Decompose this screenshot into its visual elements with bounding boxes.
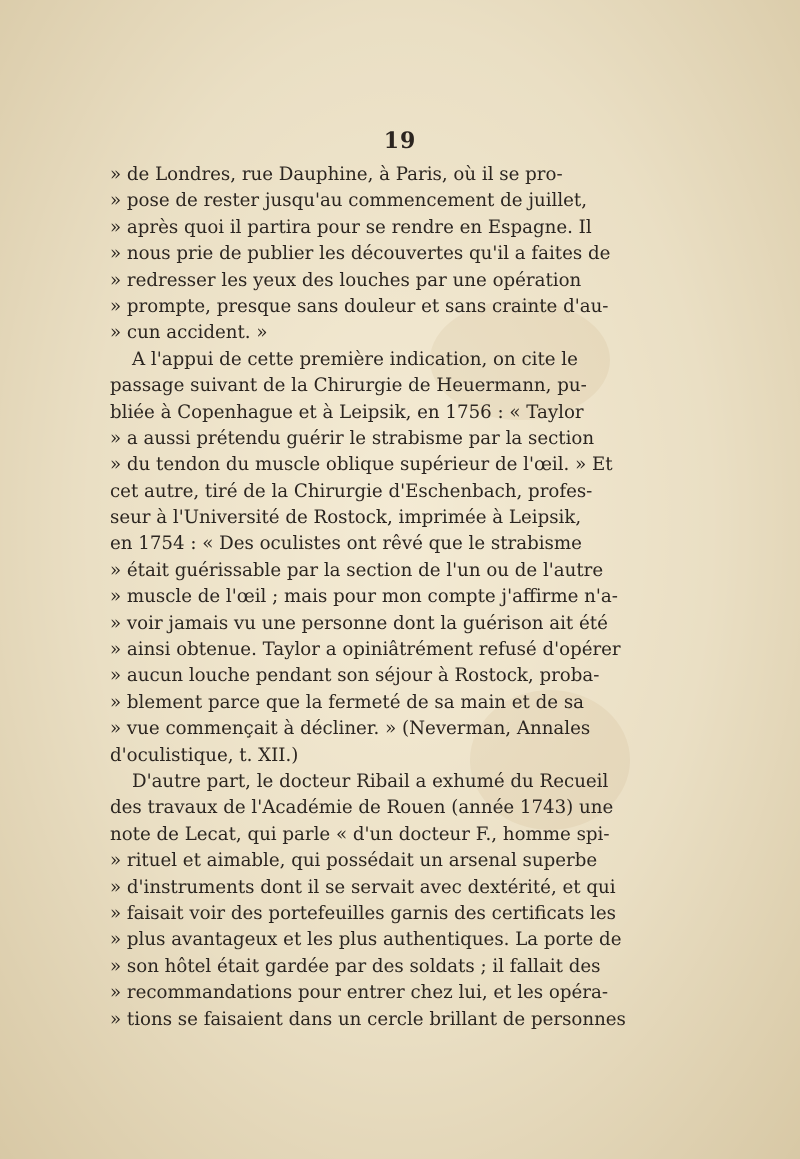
text-line: seur à l'Université de Rostock, imprimée à Leipsik, (110, 507, 582, 529)
text-line: » rituel et aimable, qui possédait un arsenal superbe (110, 850, 598, 872)
text-line: » plus avantageux et les plus authentiques. La porte de (110, 929, 622, 951)
text-line: » tions se faisaient dans un cercle brillant de personnes (110, 1008, 626, 1030)
text-line: » d'instruments dont il se servait avec dextérité, et qui (110, 876, 616, 898)
text-line: » prompte, presque sans douleur et sans crainte d'au- (110, 295, 609, 317)
text-line: » ainsi obtenue. Taylor a opiniâtrément refusé d'opérer (110, 639, 621, 661)
text-line: bliée à Copenhague et à Leipsik, en 1756 : « Taylor (110, 401, 584, 423)
text-line: » faisait voir des portefeuilles garnis des certificats les (110, 902, 616, 924)
text-line: cet autre, tiré de la Chirurgie d'Eschenbach, profes- (110, 480, 593, 502)
text-line: » redresser les yeux des louches par une opération (110, 269, 582, 291)
page-number: 19 (383, 128, 417, 154)
text-line: » après quoi il partira pour se rendre en Espagne. Il (110, 216, 592, 238)
body-text (110, 162, 626, 1033)
text-line: » son hôtel était gardée par des soldats ; il fallait des (110, 955, 601, 977)
text-line: des travaux de l'Académie de Rouen (année 1743) une (110, 797, 614, 819)
text-line: A l'appui de cette première indication, on cite le (132, 348, 578, 370)
text-line: » vue commençait à décliner. » (Neverman, Annales (110, 718, 591, 740)
text-line: » voir jamais vu une personne dont la guérison ait été (110, 612, 608, 634)
text-line: » cun accident. » (110, 322, 268, 344)
text-line: » nous prie de publier les découvertes qu'il a faites de (110, 243, 611, 265)
text-line: » était guérissable par la section de l'un ou de l'autre (110, 559, 604, 581)
text-line: D'autre part, le docteur Ribail a exhumé du Recueil (132, 770, 609, 792)
text-line: » aucun louche pendant son séjour à Rostock, proba- (110, 665, 600, 687)
text-line: en 1754 : « Des oculistes ont rêvé que le strabisme (110, 533, 582, 555)
text-line: passage suivant de la Chirurgie de Heuermann, pu- (110, 375, 587, 397)
text-line: » a aussi prétendu guérir le strabisme par la section (110, 427, 595, 449)
text-line: d'oculistique, t. XII.) (110, 744, 299, 766)
text-line: » recommandations pour entrer chez lui, et les opéra- (110, 982, 608, 1004)
text-line: » blement parce que la fermeté de sa main et de sa (110, 691, 585, 713)
text-line: » pose de rester jusqu'au commencement de juillet, (110, 190, 587, 212)
text-line: note de Lecat, qui parle « d'un docteur F., homme spi- (110, 823, 610, 845)
text-line: » du tendon du muscle oblique supérieur de l'œil. » Et (110, 454, 613, 476)
text-line: » de Londres, rue Dauphine, à Paris, où il se pro- (110, 164, 563, 185)
text-line: » muscle de l'œil ; mais pour mon compte j'affirme n'a- (110, 586, 618, 608)
